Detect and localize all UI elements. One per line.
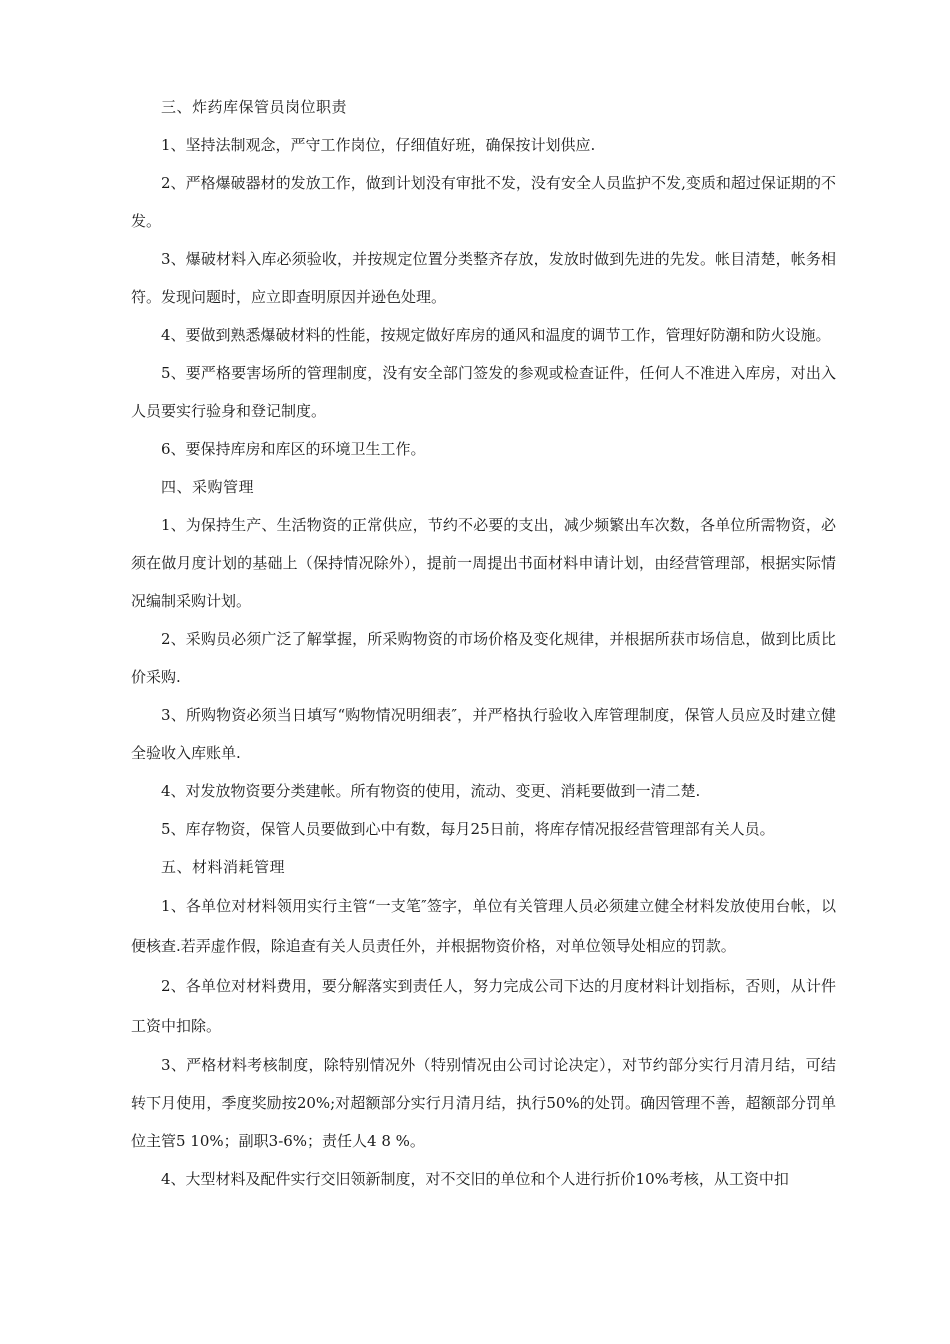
- paragraph: 3、严格材料考核制度，除特别情况外（特别情况由公司讨论决定），对节约部分实行月清月结，可结转下月使用，季度奖励按20%;对超额部分实行月清月结，执行50%的处罚。确因管理不善，超额部分罚单位主管5 10%；副职3-6%；责任人4 8 %。: [131, 1056, 836, 1150]
- paragraph: 5、要严格要害场所的管理制度，没有安全部门签发的参观或检查证件，任何人不准进入库房，对出入人员要实行验身和登记制度。: [131, 364, 836, 420]
- section-heading-material-consumption: 五、材料消耗管理: [161, 858, 286, 876]
- paragraph: 1、各单位对材料领用实行主管“一支笔″签字，单位有关管理人员必须建立健全材料发放使用台帐，以便核查.若弄虚作假，除追查有关人员责任外，并根据物资价格，对单位领导处相应的罚款。: [131, 897, 836, 955]
- paragraph: 4、大型材料及配件实行交旧领新制度，对不交旧的单位和个人进行折价10%考核，从工资中扣: [161, 1170, 789, 1188]
- paragraph: 4、要做到熟悉爆破材料的性能，按规定做好库房的通风和温度的调节工作，管理好防潮和防火设施。: [161, 326, 831, 344]
- document-page: [131, 88, 836, 1198]
- paragraph: 2、各单位对材料费用，要分解落实到责任人，努力完成公司下达的月度材料计划指标，否则，从计件工资中扣除。: [131, 977, 836, 1035]
- paragraph: 4、对发放物资要分类建帐。所有物资的使用，流动、变更、消耗要做到一清二楚.: [161, 782, 701, 800]
- section-heading-procurement: 四、采购管理: [161, 478, 255, 496]
- paragraph: 1、为保持生产、生活物资的正常供应，节约不必要的支出，减少频繁出车次数，各单位所需物资，必须在做月度计划的基础上（保持情况除外），提前一周提出书面材料申请计划，由经营管理部，根据实际情况编制采购计划。: [131, 516, 836, 610]
- paragraph: 2、严格爆破器材的发放工作，做到计划没有审批不发，没有安全人员监护不发,变质和超过保证期的不发。: [131, 174, 836, 230]
- paragraph: 2、采购员必须广泛了解掌握，所采购物资的市场价格及变化规律，并根据所获市场信息，做到比质比价采购.: [131, 630, 836, 686]
- paragraph: 5、库存物资，保管人员要做到心中有数，每月25日前，将库存情况报经营管理部有关人员。: [161, 820, 775, 838]
- paragraph: 3、爆破材料入库必须验收，并按规定位置分类整齐存放，发放时做到先进的先发。帐目清楚，帐务相符。发现问题时，应立即查明原因并逊色处理。: [131, 250, 836, 306]
- section-heading-warehouse-keeper: 三、炸药库保管员岗位职责: [161, 98, 348, 116]
- paragraph: 3、所购物资必须当日填写“购物情况明细表″，并严格执行验收入库管理制度，保管人员应及时建立健全验收入库账单.: [131, 706, 836, 762]
- paragraph: 1、坚持法制观念，严守工作岗位，仔细值好班，确保按计划供应.: [161, 136, 596, 154]
- paragraph: 6、要保持库房和库区的环境卫生工作。: [161, 440, 426, 458]
